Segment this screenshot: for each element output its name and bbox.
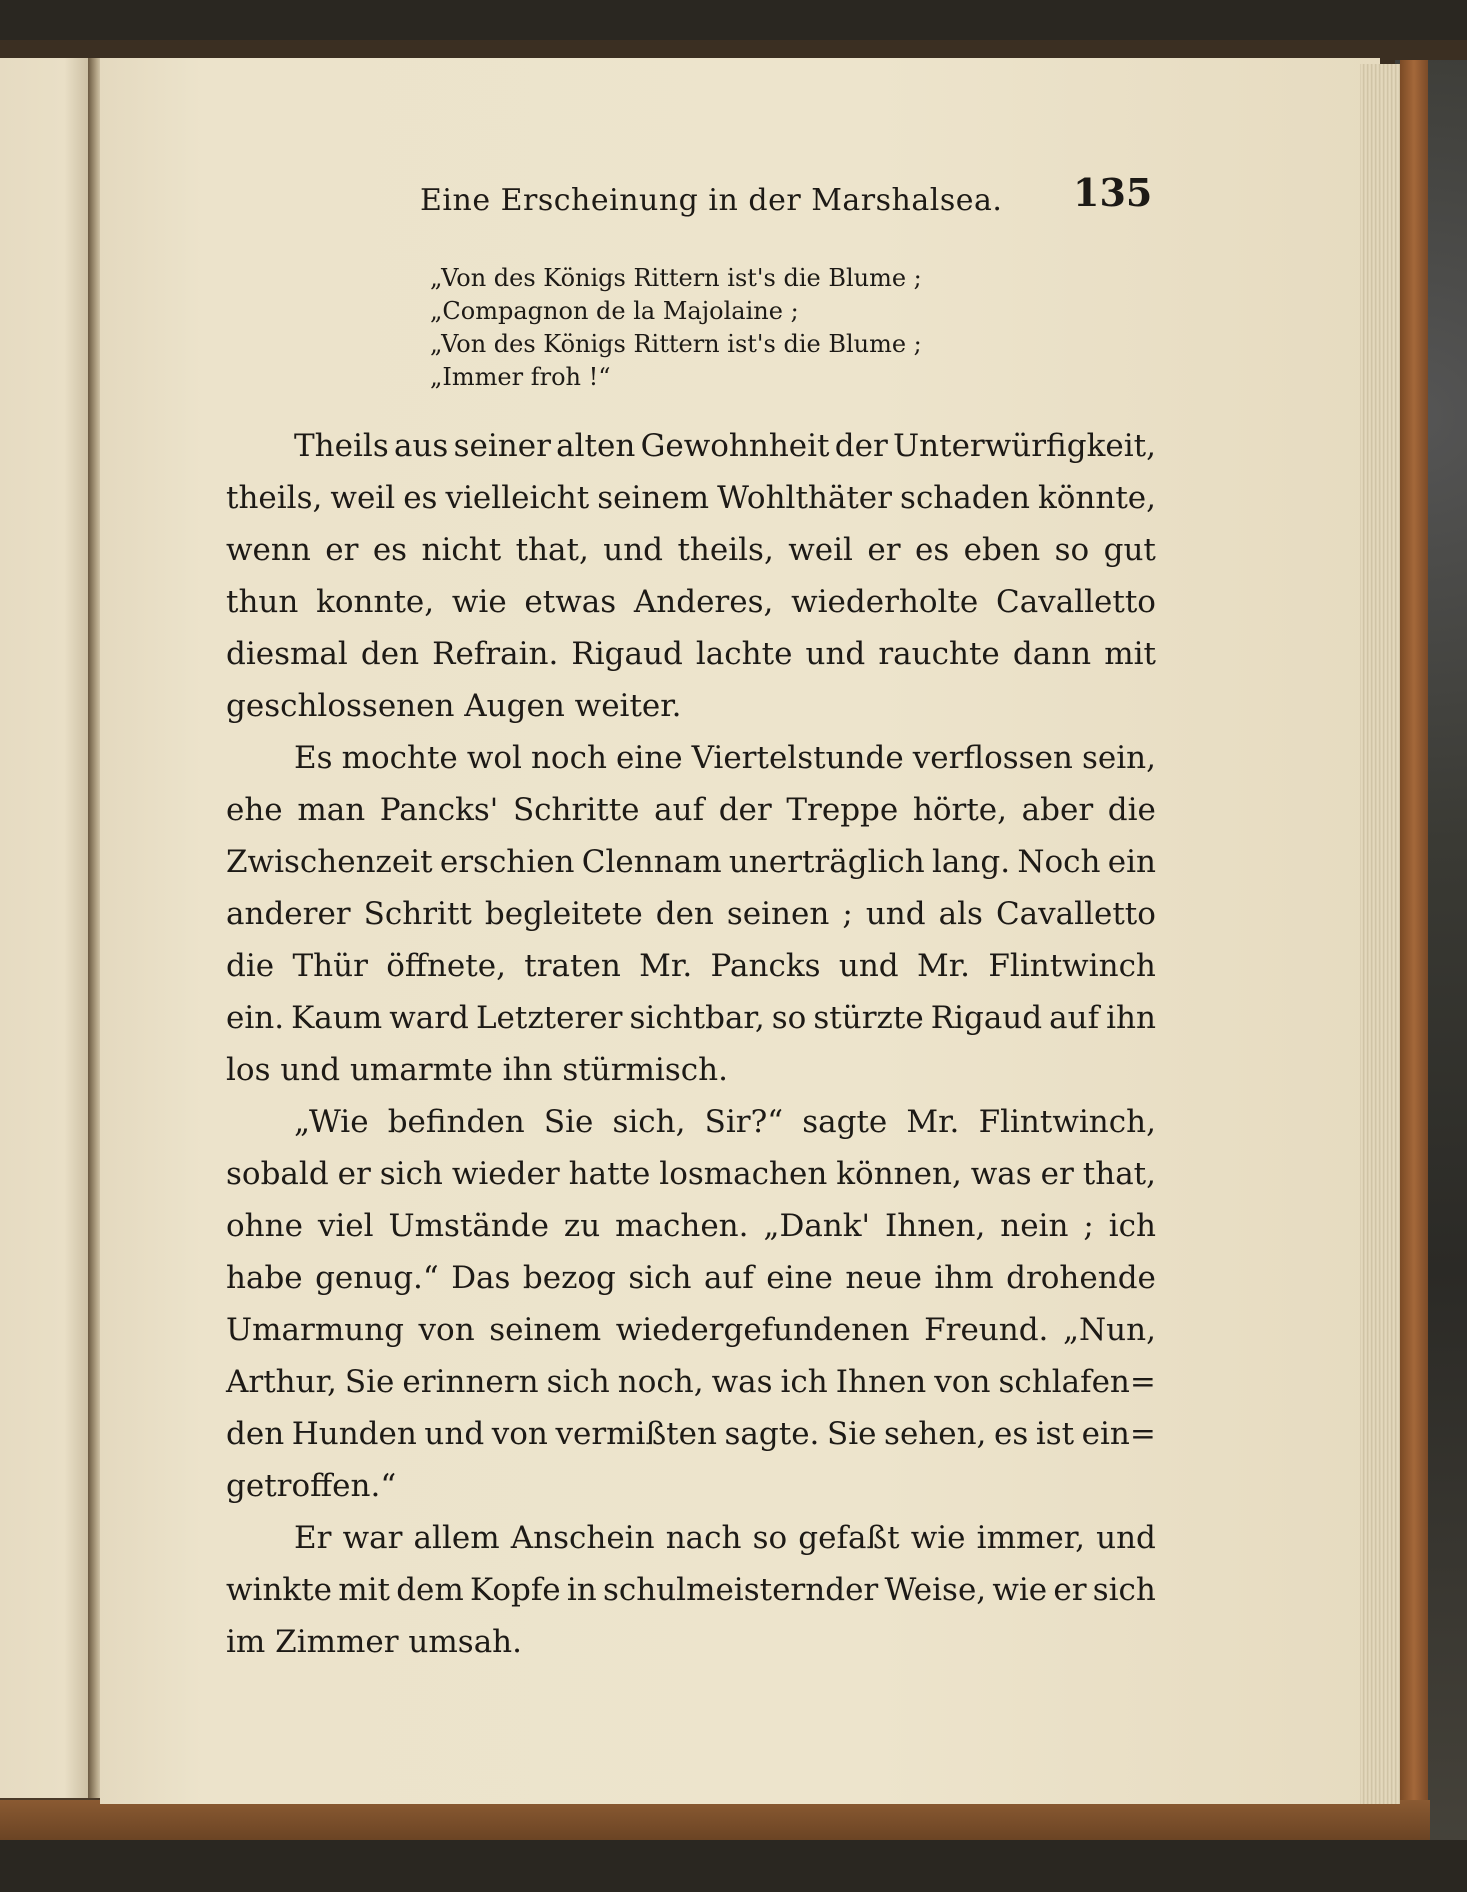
word: ein: [1107, 844, 1156, 880]
word: Letzterer: [475, 1000, 623, 1036]
word: ist: [1035, 1416, 1075, 1452]
word: lachte: [695, 636, 793, 672]
word: ohne: [226, 1208, 303, 1244]
text-line: los und umarmte ihn stürmisch.: [226, 1052, 728, 1088]
word: nach: [665, 1520, 742, 1556]
word: drohende: [1006, 1260, 1156, 1296]
word: ihn: [1106, 1000, 1156, 1036]
word: Mr.: [639, 948, 693, 984]
word: Schritte: [512, 792, 640, 828]
word: schlafen=: [998, 1364, 1156, 1400]
word: Mr.: [906, 1104, 960, 1140]
word: seiner: [453, 428, 551, 464]
word: Flintwinch: [988, 948, 1156, 984]
word: seinem: [489, 1312, 602, 1348]
verse-block: [430, 262, 922, 394]
word: Sie: [826, 1416, 877, 1452]
word: Umstände: [388, 1208, 549, 1244]
text-line: geschlossenen Augen weiter.: [226, 688, 682, 724]
word: von: [418, 1312, 475, 1348]
word: so: [1054, 532, 1090, 568]
word: und: [865, 896, 926, 932]
word: allem: [413, 1520, 500, 1556]
text-line: getroffen.“: [226, 1468, 397, 1504]
verse-line: „Von des Königs Rittern ist's die Blume ;: [430, 330, 922, 358]
word: zu: [563, 1208, 601, 1244]
word: eben: [963, 532, 1041, 568]
word: Cavalletto: [995, 896, 1156, 932]
word: man: [297, 792, 366, 828]
word: wieder: [451, 1156, 560, 1192]
text-line: [226, 1408, 1156, 1460]
word: diesmal: [226, 636, 348, 672]
word: unerträglich: [728, 844, 925, 880]
word: den: [655, 896, 714, 932]
word: Mr.: [917, 948, 971, 984]
word: lang.: [932, 844, 1011, 880]
word: es: [403, 480, 438, 516]
word: traten: [524, 948, 621, 984]
word: winkte: [226, 1572, 333, 1608]
text-line: [226, 784, 1156, 836]
word: sagte.: [724, 1416, 820, 1452]
word: gefaßt: [798, 1520, 900, 1556]
word: alten: [556, 428, 636, 464]
text-line: [226, 472, 1156, 524]
word: erschien: [439, 844, 575, 880]
word: er: [867, 532, 901, 568]
word: vielleicht: [445, 480, 590, 516]
word: wol: [466, 740, 522, 776]
text-line: [226, 888, 1156, 940]
word: ich: [1108, 1208, 1156, 1244]
word: Clennam: [581, 844, 722, 880]
word: ;: [842, 896, 853, 932]
word: war: [342, 1520, 403, 1556]
word: Viertelstunde: [691, 740, 904, 776]
word: aus: [393, 428, 449, 464]
word: Sie: [543, 1104, 594, 1140]
word: „Nun,: [1062, 1312, 1156, 1348]
word: wenn: [226, 532, 311, 568]
word: sichtbar,: [629, 1000, 765, 1036]
word: Thür: [292, 948, 368, 984]
word: wiedergefundenen: [615, 1312, 910, 1348]
text-line: [226, 1252, 1156, 1304]
text-line: [226, 576, 1156, 628]
word: genug.“: [315, 1260, 439, 1296]
word: Ihnen,: [884, 1208, 986, 1244]
leather-spine-edge: [1400, 60, 1428, 1820]
word: erinnern: [402, 1364, 539, 1400]
word: Kopfe: [470, 1572, 561, 1608]
word: Refrain.: [432, 636, 559, 672]
word: Weise,: [884, 1572, 987, 1608]
word: sich: [379, 1156, 443, 1192]
word: sich: [546, 1364, 610, 1400]
word: Rigaud: [930, 1000, 1043, 1036]
word: viel: [317, 1208, 374, 1244]
word: verflossen: [912, 740, 1073, 776]
word: neue: [845, 1260, 922, 1296]
word: Wohlthäter: [717, 480, 892, 516]
text-line: [226, 940, 1156, 992]
text-line: [226, 1356, 1156, 1408]
page-number: 135: [1073, 170, 1153, 215]
word: er: [1040, 1156, 1074, 1192]
word: es: [372, 532, 408, 568]
word: etwas: [524, 584, 617, 620]
word: es: [914, 532, 950, 568]
word: auf: [1049, 1000, 1100, 1036]
word: der: [834, 428, 888, 464]
text-line: [226, 420, 1156, 472]
word: hörte,: [912, 792, 1007, 828]
word: sehen,: [884, 1416, 987, 1452]
word: mochte: [341, 740, 458, 776]
text-line: [226, 1304, 1156, 1356]
word: Anschein: [510, 1520, 655, 1556]
word: bezog: [522, 1260, 616, 1296]
word: er: [337, 1156, 371, 1192]
word: that,: [515, 532, 589, 568]
word: mit: [1104, 636, 1156, 672]
word: gut: [1103, 532, 1156, 568]
word: wiederholte: [791, 584, 979, 620]
running-header: Eine Erscheinung in der Marshalsea.: [420, 183, 1003, 218]
word: wie: [910, 1520, 966, 1556]
word: den: [360, 636, 420, 672]
word: immer,: [976, 1520, 1085, 1556]
word: Arthur,: [226, 1364, 337, 1400]
word: er: [1053, 1572, 1087, 1608]
word: machen.: [615, 1208, 749, 1244]
word: that,: [1082, 1156, 1156, 1192]
word: ward: [389, 1000, 469, 1036]
word: Umarmung: [226, 1312, 404, 1348]
verse-line: „Compagnon de la Majolaine ;: [430, 297, 799, 325]
word: wie: [992, 1572, 1048, 1608]
word: schaden: [900, 480, 1030, 516]
word: Kaum: [291, 1000, 383, 1036]
word: ihm: [934, 1260, 994, 1296]
word: von: [934, 1364, 991, 1400]
word: den: [226, 1416, 285, 1452]
word: befinden: [387, 1104, 525, 1140]
verse-line: „Von des Königs Rittern ist's die Blume ;: [430, 264, 922, 292]
word: sich: [628, 1260, 692, 1296]
word: mit: [338, 1572, 390, 1608]
word: dem: [396, 1572, 464, 1608]
word: seinem: [597, 480, 710, 516]
word: ein.: [226, 1000, 285, 1036]
word: nein: [1000, 1208, 1069, 1244]
word: Rigaud: [571, 636, 683, 672]
word: sich,: [612, 1104, 686, 1140]
word: rauchte: [878, 636, 1000, 672]
text-line: [226, 836, 1156, 888]
word: konnte,: [316, 584, 435, 620]
word: ein=: [1081, 1416, 1156, 1452]
word: von: [491, 1416, 548, 1452]
word: thun: [226, 584, 299, 620]
word: was: [970, 1156, 1032, 1192]
word: Sie: [344, 1364, 395, 1400]
text-line: [226, 1564, 1156, 1616]
word: ehe: [226, 792, 283, 828]
word: eine: [615, 740, 683, 776]
word: Freund.: [924, 1312, 1049, 1348]
text-line: [226, 524, 1156, 576]
word: aber: [1021, 792, 1094, 828]
word: so: [771, 1000, 807, 1036]
body-text: [226, 420, 1156, 1668]
word: Cavalletto: [995, 584, 1156, 620]
word: Pancks: [710, 948, 821, 984]
word: schulmeisternder: [602, 1572, 879, 1608]
word: und: [1096, 1520, 1156, 1556]
text-line: [226, 1200, 1156, 1252]
word: wie: [451, 584, 507, 620]
word: Noch: [1017, 844, 1101, 880]
word: was: [711, 1364, 773, 1400]
word: Er: [294, 1520, 332, 1556]
text-line: [226, 1148, 1156, 1200]
word: losmachen: [659, 1156, 828, 1192]
text-line: [226, 1096, 1156, 1148]
word: Ihnen: [835, 1364, 927, 1400]
word: theils,: [677, 532, 774, 568]
word: in: [566, 1572, 597, 1608]
word: ich: [780, 1364, 828, 1400]
word: der: [718, 792, 772, 828]
word: und: [424, 1416, 485, 1452]
word: habe: [226, 1260, 303, 1296]
word: noch: [530, 740, 607, 776]
word: stürzte: [813, 1000, 924, 1036]
word: weil: [330, 480, 396, 516]
leather-bottom-edge: [0, 1800, 1430, 1840]
word: und: [838, 948, 899, 984]
word: Pancks': [379, 792, 499, 828]
word: Flintwinch,: [978, 1104, 1156, 1140]
word: auf: [703, 1260, 754, 1296]
word: dann: [1012, 636, 1092, 672]
left-page-edge: [0, 58, 92, 1798]
word: die: [226, 948, 275, 984]
word: auf: [654, 792, 705, 828]
word: Schritt: [363, 896, 472, 932]
word: vermißten: [555, 1416, 717, 1452]
word: anderer: [226, 896, 351, 932]
text-line: [226, 992, 1156, 1044]
word: Hunden: [291, 1416, 417, 1452]
word: Anderes,: [633, 584, 774, 620]
word: die: [1107, 792, 1156, 828]
word: Unterwürfigkeit,: [893, 428, 1156, 464]
word: sein,: [1081, 740, 1156, 776]
word: es: [993, 1416, 1029, 1452]
word: „Wie: [294, 1104, 369, 1140]
word: seinen: [726, 896, 830, 932]
verse-line: „Immer froh !“: [430, 363, 611, 391]
word: noch,: [617, 1364, 704, 1400]
word: Zwischenzeit: [226, 844, 433, 880]
word: theils,: [226, 480, 323, 516]
word: könnte,: [1037, 480, 1156, 516]
word: so: [752, 1520, 788, 1556]
word: ;: [1083, 1208, 1094, 1244]
word: Theils: [294, 428, 389, 464]
word: er: [325, 532, 359, 568]
text-line: [226, 732, 1156, 784]
word: begleitete: [484, 896, 643, 932]
word: und: [603, 532, 664, 568]
word: Das: [451, 1260, 511, 1296]
word: können,: [836, 1156, 962, 1192]
word: als: [938, 896, 983, 932]
word: Sir?“: [704, 1104, 784, 1140]
word: „Dank': [763, 1208, 871, 1244]
page-stack-edges: [1360, 64, 1400, 1804]
word: eine: [766, 1260, 833, 1296]
word: sobald: [226, 1156, 329, 1192]
word: und: [805, 636, 866, 672]
text-line: [226, 1512, 1156, 1564]
word: sagte: [802, 1104, 888, 1140]
word: nicht: [421, 532, 502, 568]
text-line: im Zimmer umsah.: [226, 1624, 522, 1660]
word: Gewohnheit: [640, 428, 830, 464]
word: weil: [788, 532, 853, 568]
text-line: [226, 628, 1156, 680]
word: öffnete,: [386, 948, 506, 984]
word: hatte: [568, 1156, 651, 1192]
word: Treppe: [786, 792, 899, 828]
word: sich: [1092, 1572, 1156, 1608]
word: Es: [294, 740, 333, 776]
